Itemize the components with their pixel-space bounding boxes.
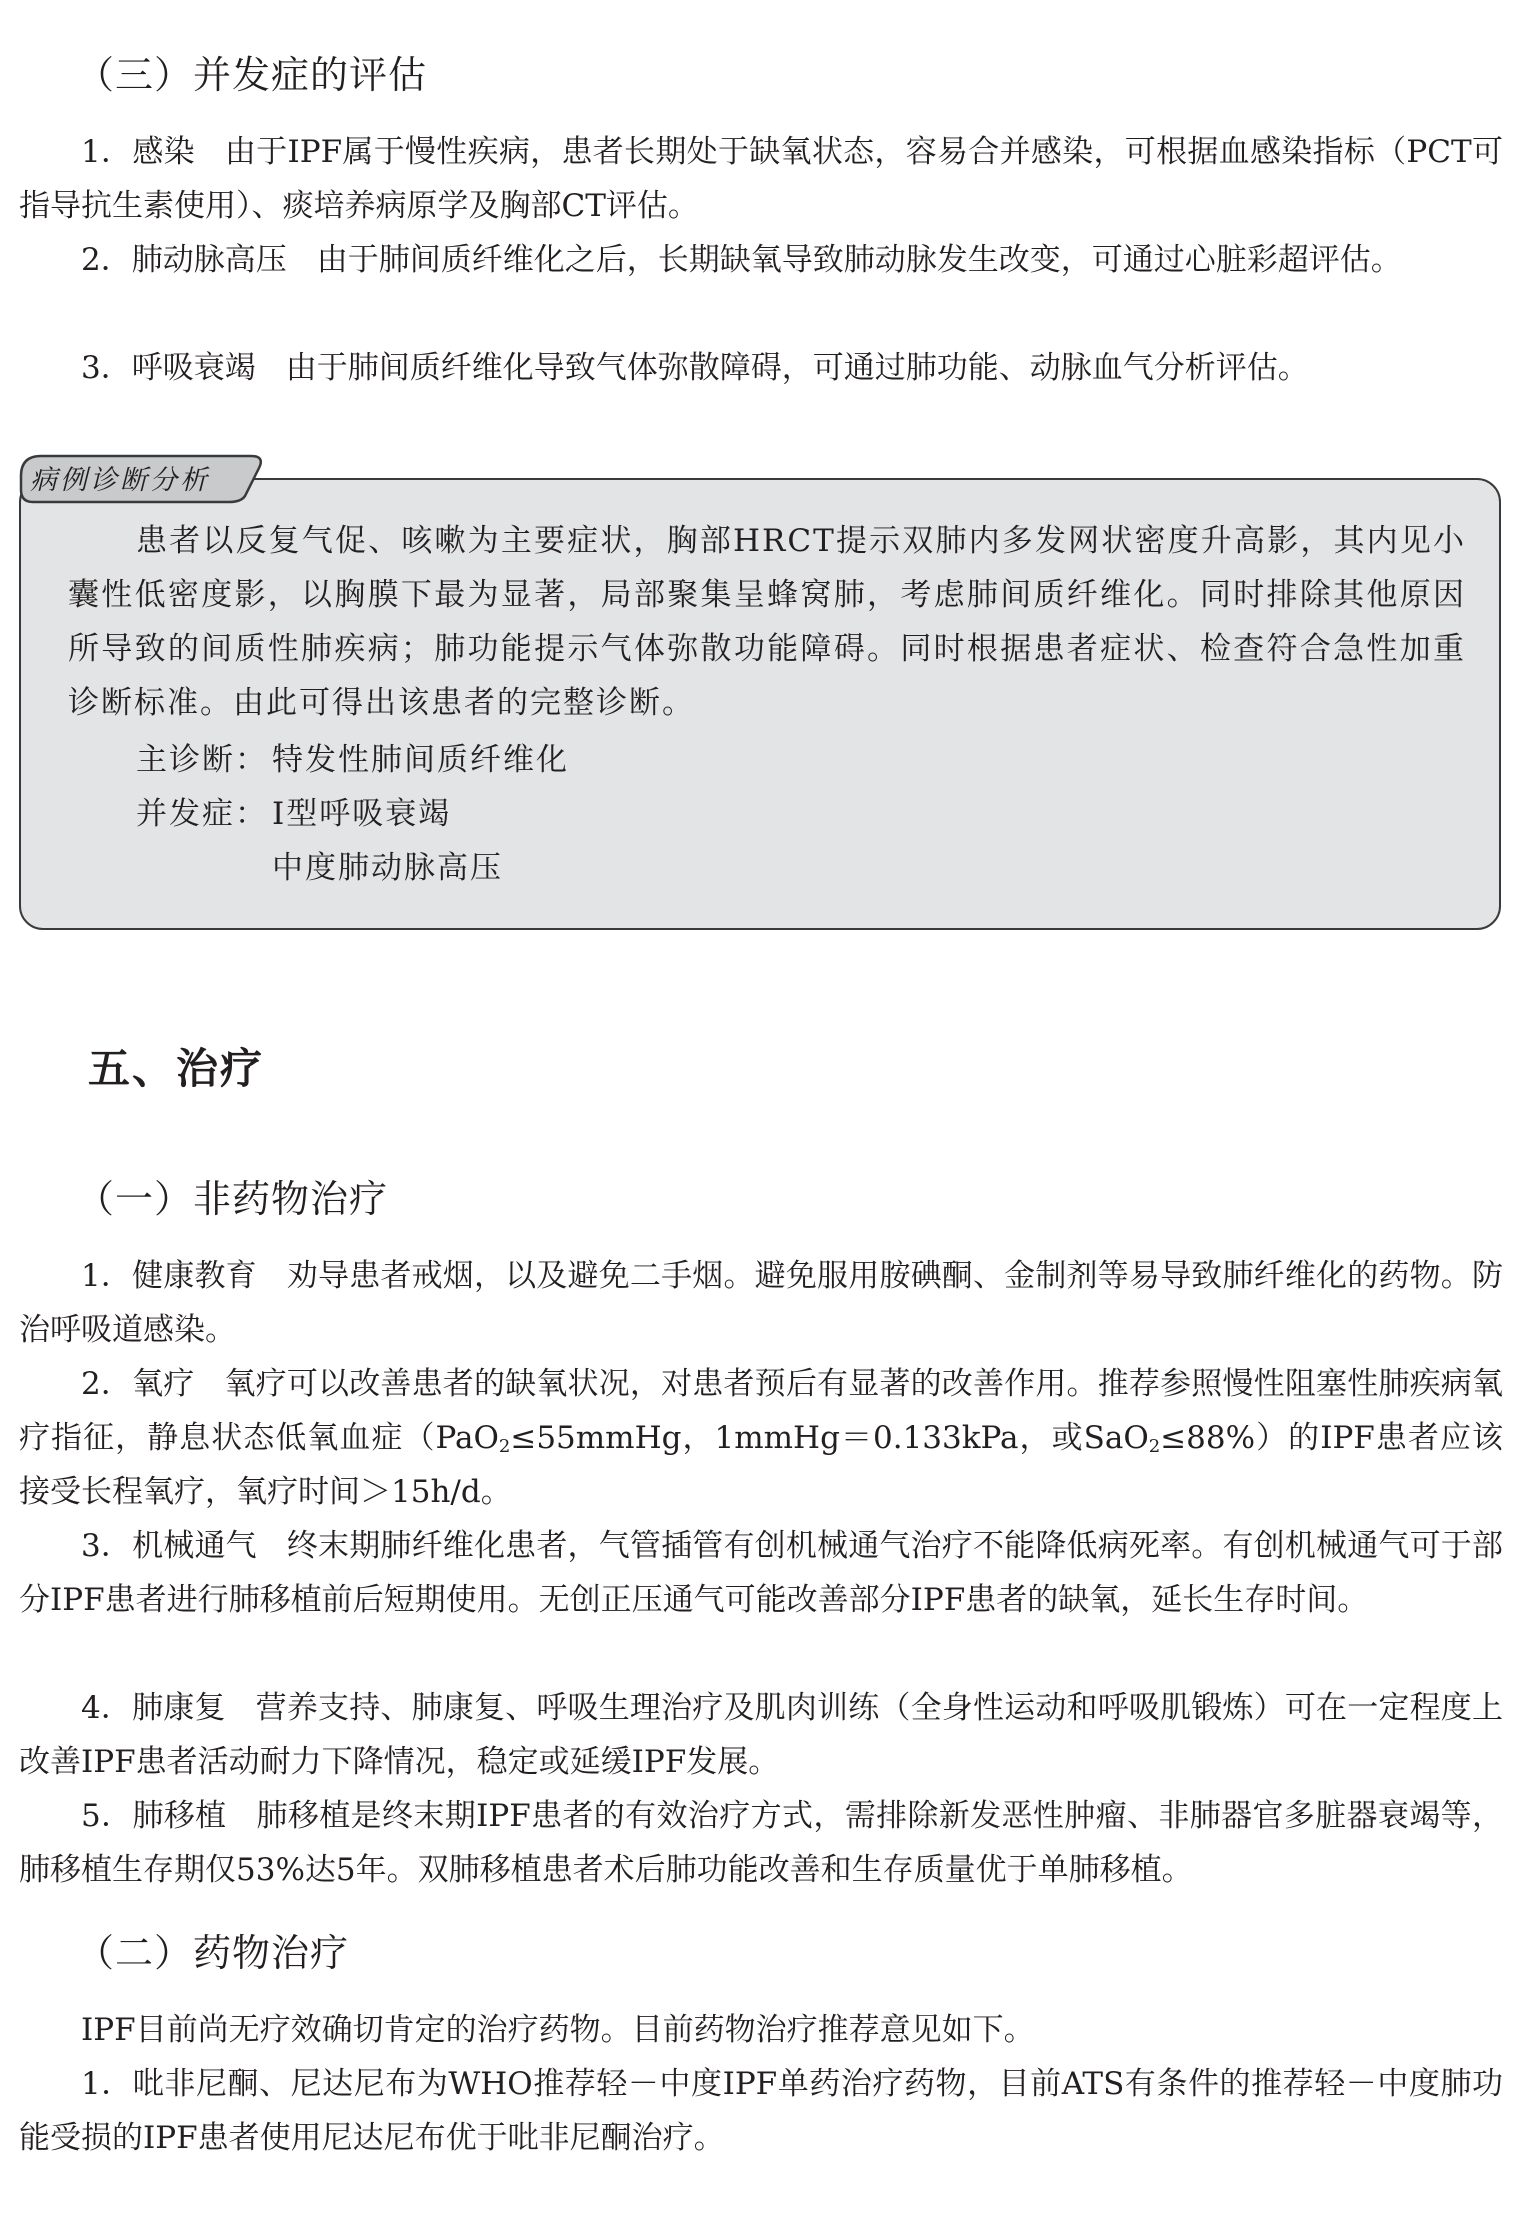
main-diagnosis-value: 特发性肺间质纤维化 [272,742,569,778]
paragraph-mechanical-ventilation [19,1519,1503,1627]
item-text: 终末期肺纤维化患者，气管插管有创机械通气治疗不能降低病死率。有创机械通气可于部分IPF患者进行肺移植前后短期使用。无创正压通气可能改善部分IPF患者的缺氧，延长生存时间。 [19,1528,1503,1618]
complications-label: 并发症： [136,796,268,832]
item-text: 营养支持、肺康复、呼吸生理治疗及肌肉训练（全身性运动和呼吸肌锻炼）可在一定程度上改善IPF患者活动耐力下降情况，稳定或延缓IPF发展。 [19,1690,1503,1780]
paragraph-respiratory-failure [19,341,1503,395]
item-text: 肺移植是终末期IPF患者的有效治疗方式，需排除新发恶性肿瘤、非肺器官多脏器衰竭等，肺移植生存期仅53%达5年。双肺移植患者术后肺功能改善和生存质量优于单肺移植。 [19,1798,1503,1888]
heading-complication-assessment: （三）并发症的评估 [76,53,428,97]
heading-non-drug-treatment: （一）非药物治疗 [76,1177,389,1221]
item-label: 3．呼吸衰竭 [81,350,256,386]
complication-1: Ⅰ型呼吸衰竭 [272,796,452,832]
paragraph-drug-intro: IPF目前尚无疗效确切肯定的治疗药物。目前药物治疗推荐意见如下。 [81,2012,1035,2048]
item-text: 劝导患者戒烟，以及避免二手烟。避免服用胺碘酮、金制剂等易导致肺纤维化的药物。防治呼吸道感染。 [19,1258,1503,1348]
complication-2: 中度肺动脉高压 [272,850,503,886]
paragraph-pulmonary-rehab [19,1681,1503,1789]
paragraph-oxygen-therapy [19,1357,1503,1519]
item-label: 1．感染 [81,134,195,170]
item-text: 由于肺间质纤维化之后，长期缺氧导致肺动脉发生改变，可通过心脏彩超评估。 [316,242,1402,278]
paragraph-pulmonary-hypertension [19,233,1503,287]
item-label: 2．氧疗 [81,1366,195,1402]
main-diagnosis-label: 主诊断： [136,742,268,778]
subscript: 2 [498,1436,511,1457]
item-text: 由于肺间质纤维化导致气体弥散障碍，可通过肺功能、动脉血气分析评估。 [285,350,1309,386]
item-text: ≤88%）的IPF患者应该接受长程氧疗，氧疗时间＞15h/d。 [19,1420,1503,1510]
paragraph-health-education [19,1249,1503,1357]
item-label: 3．机械通气 [81,1528,257,1564]
item-label: 4．肺康复 [81,1690,226,1726]
heading-treatment: 五、治疗 [88,1044,265,1093]
paragraph-lung-transplant [19,1789,1503,1897]
case-analysis-tab-label: 病例诊断分析 [30,465,210,496]
paragraph-drug-item-1: 1．吡非尼酮、尼达尼布为WHO推荐轻－中度IPF单药治疗药物，目前ATS有条件的推荐轻－中度肺功能受损的IPF患者使用尼达尼布优于吡非尼酮治疗。 [19,2066,1503,2156]
item-label: 5．肺移植 [81,1798,227,1834]
case-analysis-paragraph: 患者以反复气促、咳嗽为主要症状，胸部HRCT提示双肺内多发网状密度升高影，其内见小囊性低密度影，以胸膜下最为显著，局部聚集呈蜂窝肺，考虑肺间质纤维化。同时排除其他原因所导致的间质性肺疾病；肺功能提示气体弥散功能障碍。同时根据患者症状、检查符合急性加重诊断标准。由此可得出该患者的完整诊断。 [68,523,1466,721]
heading-drug-treatment: （二）药物治疗 [76,1931,350,1975]
paragraph-infection [19,125,1503,233]
subscript: 2 [1148,1436,1161,1457]
item-label: 1．健康教育 [81,1258,257,1294]
item-text: 由于IPF属于慢性疾病，患者长期处于缺氧状态，容易合并感染，可根据血感染指标（PCT可指导抗生素使用）、痰培养病原学及胸部CT评估。 [19,134,1503,224]
item-label: 2．肺动脉高压 [81,242,287,278]
item-text: 氧疗可以改善患者的缺氧状况，对患者预后有显著的改善作用。推荐参照慢性阻塞性肺疾病氧疗指征，静息状态低氧血症（PaO [19,1366,1503,1456]
item-text: ≤55mmHg，1mmHg＝0.133kPa，或SaO [510,1420,1149,1456]
